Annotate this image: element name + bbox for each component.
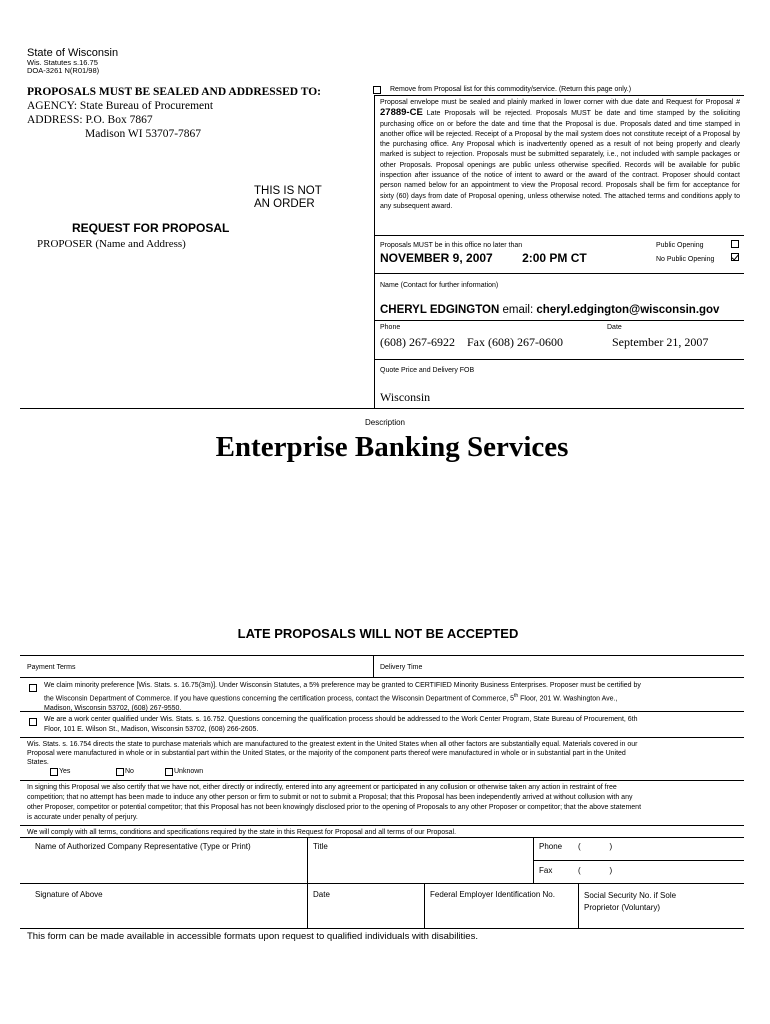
signature-label: Signature of Above xyxy=(35,890,103,899)
public-opening-checkbox[interactable] xyxy=(731,240,739,248)
form-header xyxy=(27,47,118,75)
us-made-no-label: No xyxy=(125,768,134,775)
no-public-opening-checkbox[interactable] xyxy=(731,253,739,261)
signature-table-bottom xyxy=(20,928,744,929)
instructions-text xyxy=(380,98,740,212)
signature-row-divider xyxy=(20,883,744,884)
contact-label: Name (Contact for further information) xyxy=(380,282,499,289)
remove-divider xyxy=(374,95,744,96)
payment-terms-label: Payment Terms xyxy=(27,664,76,671)
address-line2: Madison WI 53707-7867 xyxy=(85,128,202,140)
comply-text: We will comply with all terms, conditions and specifications required by the state in this Request for Proposal and all terms of our Proposal. xyxy=(27,829,457,836)
contact-divider xyxy=(374,320,744,321)
minority-checkbox[interactable] xyxy=(29,684,37,692)
minority-sup: th xyxy=(514,693,519,699)
agency: AGENCY: State Bureau of Procurement xyxy=(27,100,214,112)
work-center-checkbox[interactable] xyxy=(29,718,37,726)
right-column-border xyxy=(374,95,375,409)
proposer-label: PROPOSER (Name and Address) xyxy=(37,238,186,250)
fob-label: Quote Price and Delivery FOB xyxy=(380,367,475,374)
email-label: email: xyxy=(502,304,537,316)
fein-label: Federal Employer Identification No. xyxy=(430,890,555,899)
address-heading: PROPOSALS MUST BE SEALED AND ADDRESSED TO: xyxy=(27,86,321,98)
rep-fax-label: Fax xyxy=(539,866,553,875)
not-order-line2: AN ORDER xyxy=(254,197,315,210)
title-label: Title xyxy=(313,842,328,851)
us-made-no-checkbox[interactable] xyxy=(116,768,124,776)
address-line1: ADDRESS: P.O. Box 7867 xyxy=(27,114,153,126)
late-notice: LATE PROPOSALS WILL NOT BE ACCEPTED xyxy=(237,626,519,641)
payment-bottom-border xyxy=(20,677,744,678)
contact-name: CHERYL EDGINGTON xyxy=(380,304,500,316)
contact-email: cheryl.edgington@wisconsin.gov xyxy=(536,304,720,316)
instructions-post: Late Proposals will be rejected. Proposals MUST be date and time stamped by the soliciting purchasing office on or before the date and time that the Proposal is due. Proposals dated and time stamped in another office will be rejected. Receipt of a Proposal by the mail system does not constitute receipt of a Proposal by the purchasing office. Any Proposal which is inadvertently opened as a result of not being properly and clearly marked is subject to rejection. Proposals must be submitted separately, i.e., not included with sample packages or other Proposals. Proposal openings are public unless otherwise specified. Records will be available for public inspection after issuance of the notice of intent to award or the award of the contract. Proposer should contact person named below for an appointment to view the Proposal record. Proposals shall be firm for acceptance for sixty (60) days from date of Proposal opening, unless otherwise noted. The attached terms and conditions apply to any subsequent award. xyxy=(380,110,740,210)
us-made-yes-checkbox[interactable] xyxy=(50,768,58,776)
not-an-order xyxy=(254,185,322,210)
minority-pre: We claim minority preference [Wis. Stats. s. 16.75(3m)]. Under Wisconsin Statutes, a 5% preference may be granted to CERTIFIED Minority Business Enterprises. Proposer must be certified by the Wisconsin Department of Commerce. If you have questions concerning the certification process, contact the Wisconsin Department of Commerce, 5 xyxy=(44,682,641,703)
public-opening-label: Public Opening xyxy=(656,242,704,249)
delivery-time-label: Delivery Time xyxy=(380,664,423,671)
payment-delivery-divider xyxy=(373,655,374,677)
work-center-text: We are a work center qualified under Wis. Stats. s. 16.752. Questions concerning the qualification process should be addressed to the Work Center Program, State Bureau of Procurement, 6th Floor, 101 E. Wilson St., Madison, Wisconsin 53702, (608) 266-2605. xyxy=(44,716,638,733)
us-made-unknown-label: Unknown xyxy=(174,768,204,775)
accessibility-footer: This form can be made available in accessible formats upon request to qualified individuals with disabilities. xyxy=(27,931,478,942)
minority-divider xyxy=(20,711,744,712)
deadline-label: Proposals MUST be in this office no later than xyxy=(380,242,523,249)
ssn-label: Social Security No. if Sole Proprietor (Voluntary) xyxy=(584,891,677,912)
date-value: September 21, 2007 xyxy=(612,335,709,349)
address-block xyxy=(27,85,367,141)
rep-name-label: Name of Authorized Company Representative (Type or Print) xyxy=(35,842,251,851)
work-center-divider xyxy=(20,737,744,738)
statutes: Wis. Statutes s.16.75 xyxy=(27,58,98,67)
phone-value: (608) 267-6922 Fax (608) 267-0600 xyxy=(380,335,563,349)
collusion-divider xyxy=(20,825,744,826)
phone-divider xyxy=(374,359,744,360)
fob-divider xyxy=(20,408,744,409)
phone-label: Phone xyxy=(380,324,401,331)
deadline-date-value: NOVEMBER 9, 2007 xyxy=(380,251,493,265)
description-label: Description xyxy=(364,418,405,427)
signature-table-top xyxy=(20,837,744,838)
contact-line xyxy=(380,304,719,316)
rfp-title: REQUEST FOR PROPOSAL xyxy=(72,221,230,235)
deadline-divider xyxy=(374,273,744,274)
minority-text xyxy=(44,681,644,714)
date-label: Date xyxy=(607,324,622,331)
no-public-opening-label: No Public Opening xyxy=(656,256,715,263)
minority-post: Floor, 201 W. Washington Ave., Madison, Wisconsin 53702, (608) 267-9550. xyxy=(44,695,618,713)
phone-fax-divider xyxy=(533,860,744,861)
rep-phone-label: Phone xyxy=(539,842,563,851)
state-name: State of Wisconsin xyxy=(27,47,119,59)
instructions-divider xyxy=(374,235,744,236)
us-made-text: Wis. Stats. s. 16.754 directs the state to purchase materials which are manufactured to the greatest extent in the United States when all other factors are substantially equal. Materials covered in our Proposal were manufactured in whole or in substantial part within the United States, or the majority of the component parts thereof were manufactured in whole or in substantial part in the United States. xyxy=(27,741,638,766)
description-title: Enterprise Banking Services xyxy=(215,431,569,463)
not-order-line1: THIS IS NOT xyxy=(254,185,322,197)
remove-checkbox[interactable] xyxy=(373,86,381,94)
instructions-pre: Proposal envelope must be sealed and plainly marked in lower corner with due date and Request for Proposal # xyxy=(380,99,740,106)
form-number: DOA-3261 N(R01/98) xyxy=(27,66,100,75)
ssn-left-border xyxy=(578,883,579,928)
us-made-yes-label: Yes xyxy=(59,768,71,775)
us-made-divider xyxy=(20,780,744,781)
deadline-time: 2:00 PM CT xyxy=(522,251,587,265)
sig-date-label: Date xyxy=(313,890,330,899)
fein-left-border xyxy=(424,883,425,928)
deadline-date xyxy=(380,251,587,265)
collusion-text: In signing this Proposal we also certify that we have not, either directly or indirectly, entered into any agreement or participated in any collusion or otherwise taken any action in restraint of free competition; that no attempt has been made to induce any other person or firm to submit or not to submit a Proposal; that this Proposal has been independently arrived at without collusion with any other Proposer, competitor or potential competitor; that this Proposal has not been knowingly disclosed prior to the opening of Proposals to any other Proposer or competitor; that the above statement is accurate under penalty of perjury. xyxy=(27,784,642,821)
payment-top-border xyxy=(20,655,744,656)
us-made-unknown-checkbox[interactable] xyxy=(165,768,173,776)
rep-phone-field[interactable]: ( ) xyxy=(578,842,613,851)
rfp-number: 27889-CE xyxy=(380,107,423,119)
fob-value: Wisconsin xyxy=(380,390,431,404)
remove-label: Remove from Proposal list for this commodity/service. (Return this page only.) xyxy=(390,86,632,93)
rep-fax-field[interactable]: ( ) xyxy=(578,866,613,875)
